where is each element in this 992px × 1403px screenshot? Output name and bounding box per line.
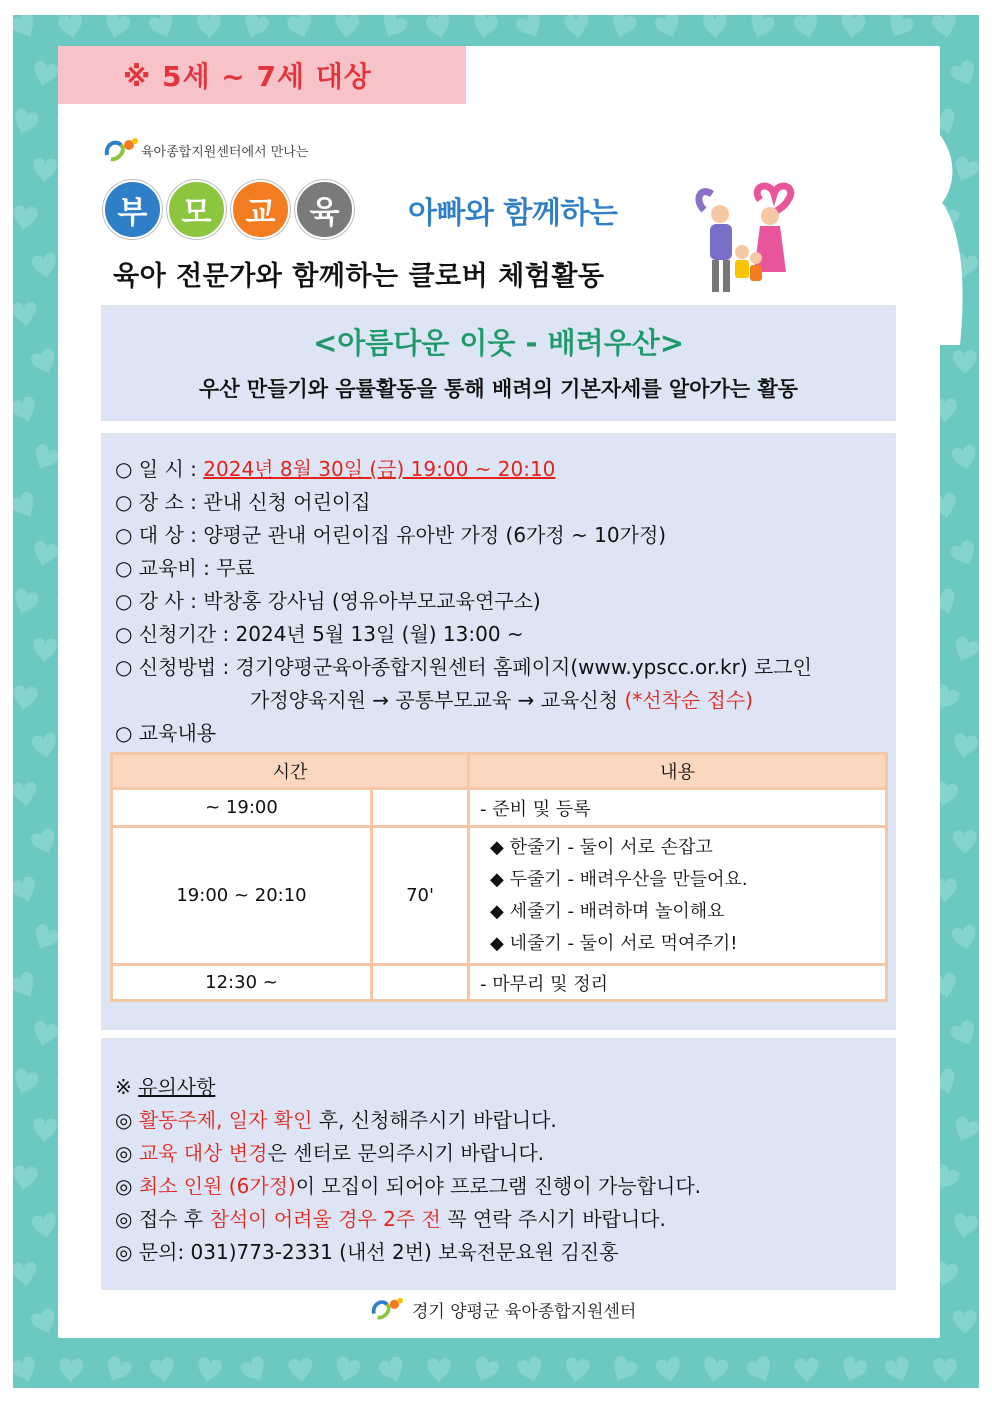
note-mark: ◎ (115, 1174, 133, 1198)
note-text: 후, 신청해주시기 바랍니다. (318, 1108, 557, 1132)
info-place-label: ○ 장 소 : (115, 490, 197, 514)
note-highlight: 최소 인원 (6가정) (138, 1174, 296, 1198)
row-content (469, 827, 887, 965)
age-badge: ※ 5세 ~ 7세 대상 (58, 46, 466, 104)
note-text: 접수 후 (138, 1207, 204, 1231)
info-lecturer (115, 585, 541, 614)
note-mark: ◎ (115, 1108, 133, 1132)
info-lecturer-label: ○ 강 사 : (115, 589, 197, 613)
brand-circle: 육 (295, 180, 354, 239)
info-place-value: 관내 신청 어린이집 (203, 490, 371, 514)
info-method (115, 651, 812, 680)
row-time: ~ 19:00 (112, 789, 372, 827)
info-target-value: 양평군 관내 어린이집 유아반 가정 (6가정 ~ 10가정) (203, 523, 667, 547)
info-target (115, 519, 666, 548)
note-item (115, 1203, 666, 1232)
info-date (115, 453, 555, 482)
table-header-row (112, 754, 887, 789)
note-text: 은 센터로 문의주시기 바랍니다. (267, 1141, 545, 1165)
info-method-note: (*선착순 접수) (624, 688, 754, 712)
row-duration (372, 965, 469, 1001)
subtitle: 아빠와 함께하는 (408, 196, 618, 231)
program-name: <아름다운 이웃 - 배려우산> (312, 326, 685, 360)
info-fee-label: ○ 교육비 : (115, 556, 210, 580)
row-content: - 준비 및 등록 (469, 789, 887, 827)
note-item (115, 1104, 557, 1133)
table-header-content: 내용 (469, 754, 887, 789)
info-target-label: ○ 대 상 : (115, 523, 197, 547)
row-content: - 마무리 및 정리 (469, 965, 887, 1001)
footer (365, 1295, 636, 1323)
info-period-label: ○ 신청기간 : (115, 622, 230, 646)
swirl-logo-icon (365, 1295, 409, 1323)
table-row (112, 827, 887, 965)
activity-item: ◆ 네줄기 - 둘이 서로 먹여주기! (490, 932, 738, 954)
program-band (101, 305, 896, 421)
info-period-value: 2024년 5월 13일 (월) 13:00 ~ (235, 622, 524, 646)
info-place (115, 486, 371, 515)
note-item (115, 1170, 701, 1199)
table-row (112, 965, 887, 1001)
program-description: 우산 만들기와 음률활동을 통해 배려의 기본자세를 알아가는 활동 (199, 377, 798, 401)
family-illustration (690, 180, 800, 300)
note-highlight: 활동주제, 일자 확인 (138, 1108, 313, 1132)
info-fee (115, 552, 255, 581)
note-text: 이 모집이 되어야 프로그램 진행이 가능합니다. (295, 1174, 702, 1198)
note-highlight: 교육 대상 변경 (138, 1141, 268, 1165)
notes-heading-mark: ※ (115, 1075, 132, 1099)
info-method-path-line (250, 684, 753, 713)
schedule-table (110, 752, 888, 1002)
logo-tagline: 육아종합지원센터에서 만나는 (141, 144, 309, 160)
main-title: 육아 전문가와 함께하는 클로버 체험활동 (113, 261, 605, 292)
info-content: ○ 교육내용 (115, 721, 217, 745)
table-header-time: 시간 (112, 754, 469, 789)
footer-text: 경기 양평군 육아종합지원센터 (412, 1301, 637, 1322)
brand-circle: 교 (231, 180, 290, 239)
activity-item: ◆ 한줄기 - 둘이 서로 손잡고 (490, 836, 713, 858)
note-text: 꼭 연락 주시기 바랍니다. (447, 1207, 666, 1231)
info-method-value[interactable]: 경기양평군육아종합지원센터 홈페이지(www.ypscc.or.kr) 로그인 (235, 655, 812, 679)
row-duration: 70' (372, 827, 469, 965)
info-date-label: ○ 일 시 : (115, 457, 197, 481)
info-method-path: 가정양육지원 → 공통부모교육 → 교육신청 (250, 688, 619, 712)
note-mark: ◎ (115, 1207, 133, 1231)
brand-circle: 모 (167, 180, 226, 239)
row-time: 12:30 ~ (112, 965, 372, 1001)
activity-item: ◆ 두줄기 - 배려우산을 만들어요. (490, 868, 748, 890)
info-lecturer-value: 박창홍 강사님 (영유아부모교육연구소) (203, 589, 541, 613)
info-period (115, 618, 524, 647)
table-row (112, 789, 887, 827)
row-time: 19:00 ~ 20:10 (112, 827, 372, 965)
notes-heading-text: 유의사항 (138, 1075, 216, 1099)
info-method-label: ○ 신청방법 : (115, 655, 230, 679)
note-contact: ◎ 문의: 031)773-2331 (내선 2번) 보육전문요원 김진홍 (115, 1240, 619, 1264)
brand-circle: 부 (103, 180, 162, 239)
note-highlight: 참석이 어려울 경우 2주 전 (209, 1207, 441, 1231)
notes-heading (115, 1071, 215, 1100)
info-fee-value: 무료 (216, 556, 255, 580)
row-duration (372, 789, 469, 827)
center-logo (103, 135, 308, 165)
note-mark: ◎ (115, 1141, 133, 1165)
note-item (115, 1137, 544, 1166)
brand-circles (103, 180, 359, 239)
activity-item: ◆ 세줄기 - 배려하며 놀이해요 (490, 900, 725, 922)
swirl-logo-icon (103, 135, 139, 165)
info-date-value: 2024년 8월 30일 (금) 19:00 ~ 20:10 (203, 457, 556, 481)
